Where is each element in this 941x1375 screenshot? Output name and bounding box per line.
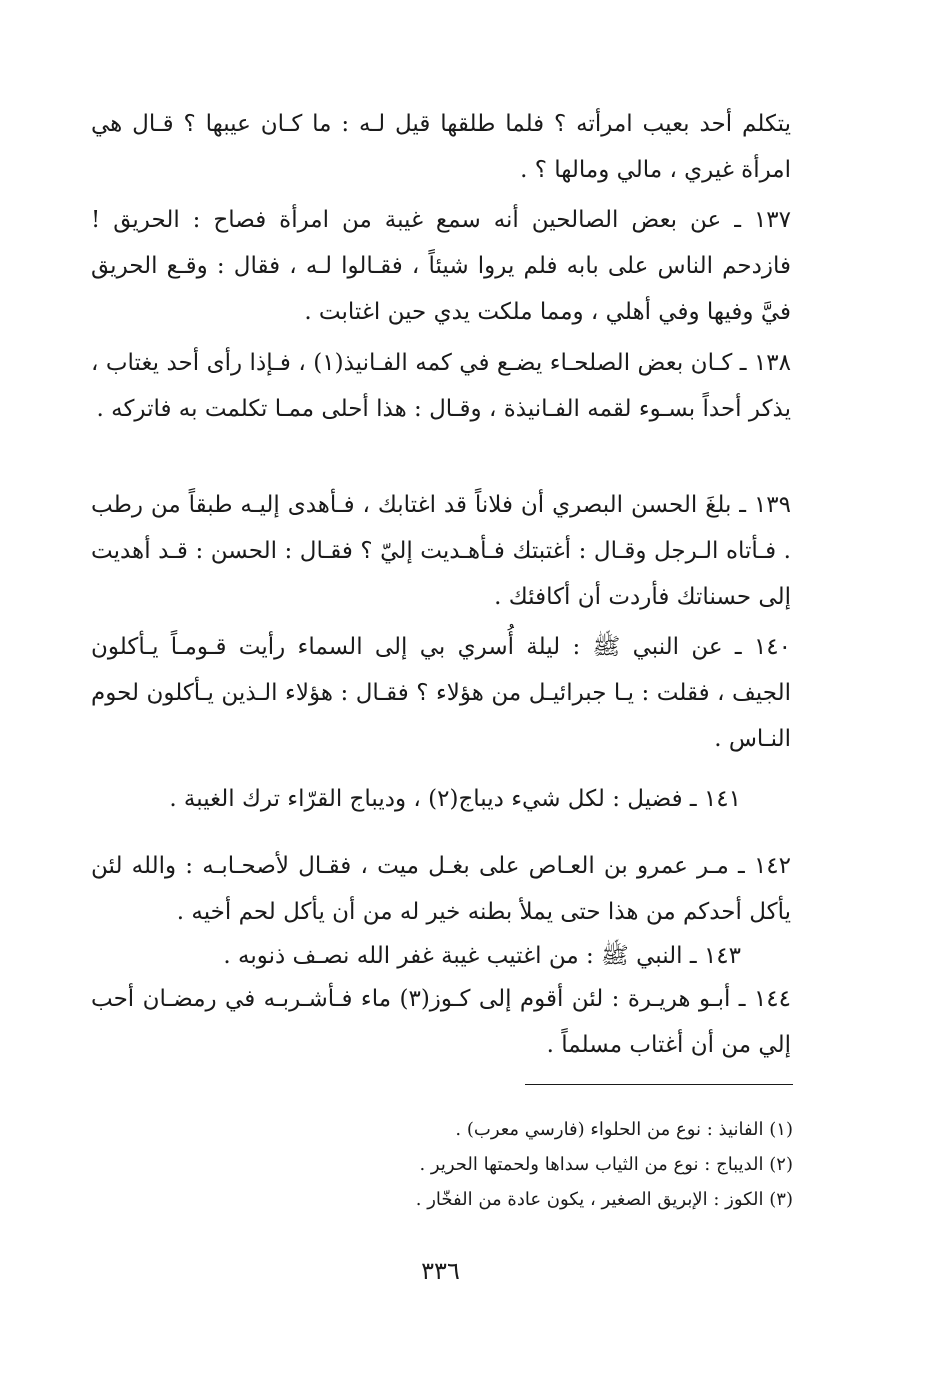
footnote-2: (٢) الديباج : نوع من الثياب سداها ولحمتها الحرير .: [419, 1154, 793, 1175]
footnotes: [93, 1112, 793, 1217]
footnote-separator: [525, 1084, 793, 1085]
footnote-3: (٣) الكوز : الإبريق الصغير ، يكون عادة من الفخّار .: [415, 1189, 793, 1210]
paragraph-138: ١٣٨ ـ كـان بعض الصلحـاء يضـع في كمه الفـانيذ(١) ، فـإذا رأى أحد يغتاب ، يذكر أحداً بسـوء لقمه الفـانيذة ، وقـال : هذا أحلى ممـا تكلمت به فاتركه .: [91, 350, 791, 422]
paragraph-continuation: يتكلم أحد بعيب امرأته ؟ فلما طلقها قيل لـه : ما كـان عيبها ؟ قـال هي امرأة غيري ، مالي ومالها ؟ .: [91, 111, 791, 183]
paragraph-142: ١٤٢ ـ مـر عمرو بن العـاص على بغـل ميت ، فقـال لأصحـابـه : والله لئن يأكل أحدكم من هذا حتى يملأ بطنه خير له من أن يأكل لحم أخيه .: [91, 853, 791, 925]
page-number: ٣٣٦: [421, 1257, 460, 1285]
paragraph-137: ١٣٧ ـ عن بعض الصالحين أنه سمع غيبة من امرأة فصاح : الحريق ! فازدحم الناس على بابه فلم يروا شيئاً ، فقـالوا لـه ، فقال : وقـع الحريق فيَّ وفيها وفي أهلي ، ومما ملكت يدي حين اغتابت .: [91, 207, 791, 325]
paragraph-140: ١٤٠ ـ عن النبي ﷺ : ليلة أُسري بي إلى السماء رأيت قـومـاً يـأكلون الجيف ، فقلت : يـا جبرائيـل من هؤلاء ؟ فقـال : هؤلاء الـذين يـأكلون لحوم النـاس .: [91, 634, 791, 752]
paragraph-143: ١٤٣ ـ النبي ﷺ : من اغتيب غيبة غفر الله نصـف ذنوبه .: [223, 943, 741, 969]
paragraph-139: ١٣٩ ـ بلغَ الحسن البصري أن فلاناً قد اغتابك ، فـأهدى إليـه طبقاً من رطب . فـأتاه الـرجل وقـال : أغتبتك فـأهـديت إليّ ؟ فقـال : الحسن : قـد أهديت إلى حسناتك فأردت أن أكافئك .: [91, 492, 791, 610]
paragraph-144: ١٤٤ ـ أبـو هريـرة : لئن أقوم إلى كـوز(٣) ماء فـأشـربـه في رمضـان أحب إلي من أن أغتاب مسلماً .: [91, 986, 791, 1058]
footnote-1: (١) الفانيذ : نوع من الحلواء (فارسي معرب) .: [455, 1119, 793, 1140]
paragraph-141: ١٤١ ـ فضيل : لكل شيء ديباج(٢) ، وديباج القرّاء ترك الغيبة .: [169, 786, 741, 812]
